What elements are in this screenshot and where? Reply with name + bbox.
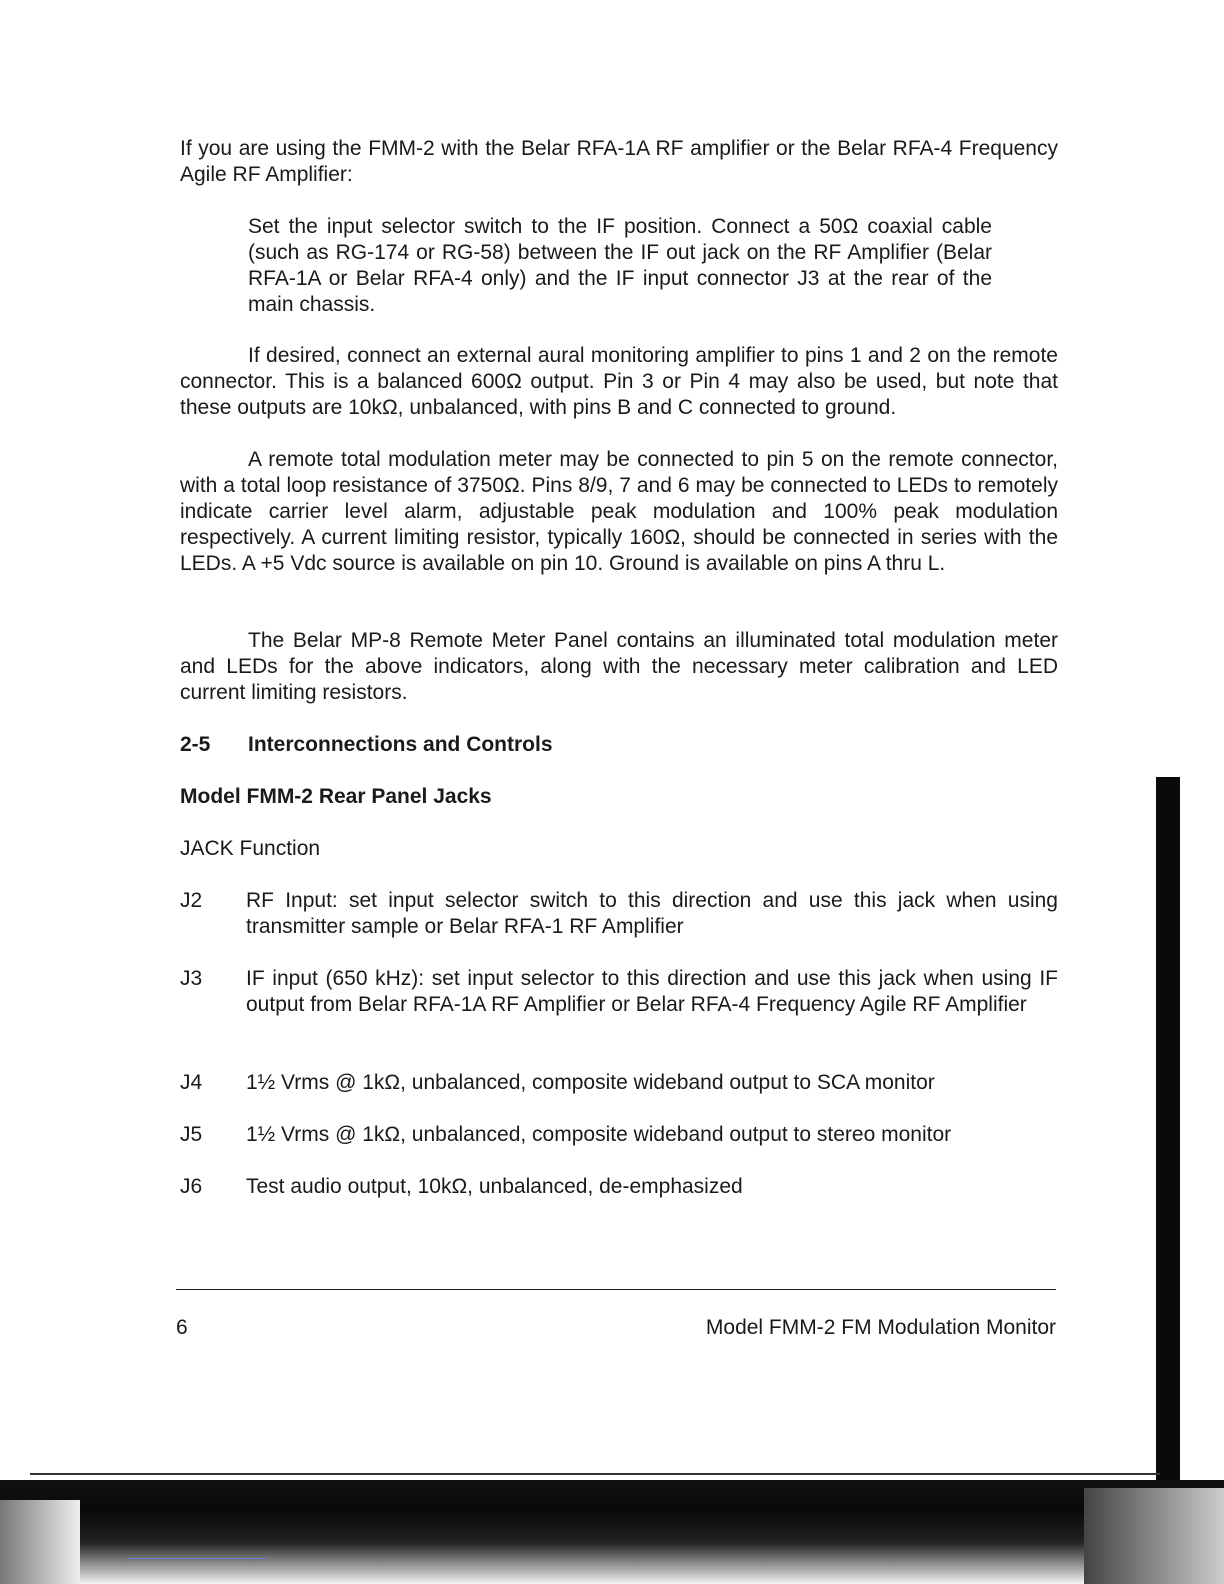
rear-panel-subheading: Model FMM-2 Rear Panel Jacks xyxy=(180,785,492,808)
mp8-paragraph: The Belar MP-8 Remote Meter Panel contains an illuminated total modulation meter and LEDs for the above indicators, along with the necessary meter calibration and LED current limiting resistors. xyxy=(180,629,1058,704)
jack-description: 1½ Vrms @ 1kΩ, unbalanced, composite wideband output to SCA monitor xyxy=(246,1071,935,1094)
aural-monitor-paragraph: If desired, connect an external aural monitoring amplifier to pins 1 and 2 on the remote connector. This is a balanced 600Ω output. Pin 3 or Pin 4 may also be used, but note that these outputs are 10kΩ, unbalanced, with pins B and C connected to ground. xyxy=(180,344,1058,419)
footer-title: Model FMM-2 FM Modulation Monitor xyxy=(705,1316,1056,1339)
scan-edge-shadow xyxy=(1156,777,1180,1517)
footer-rule xyxy=(176,1289,1056,1290)
section-title: Interconnections and Controls xyxy=(248,733,553,756)
jack-id: J6 xyxy=(180,1175,203,1198)
remote-meter-paragraph: A remote total modulation meter may be connected to pin 5 on the remote connector, with a total loop resistance of 3750Ω. Pins 8/9, 7 and 6 may be connected to LEDs to remotely indicate carrier level alarm, adjustable peak modulation and 100% peak modulation respectively. A current limiting resistor, typically 160Ω, should be connected in series with the LEDs. A +5 Vdc source is available on pin 10. Ground is available on pins A thru L. xyxy=(180,448,1058,575)
scan-artifact-line xyxy=(30,1473,1160,1475)
scan-artifact-right xyxy=(1084,1488,1224,1584)
jack-column-header: JACK xyxy=(180,837,234,860)
section-heading xyxy=(180,732,553,758)
jack-description: RF Input: set input selector switch to this direction and use this jack when using transmitter sample or Belar RFA-1 RF Amplifier xyxy=(246,889,1058,938)
jack-id: J2 xyxy=(180,889,203,912)
jack-description: 1½ Vrms @ 1kΩ, unbalanced, composite wideband output to stereo monitor xyxy=(246,1123,952,1146)
intro-paragraph: If you are using the FMM-2 with the Belar RFA-1A RF amplifier or the Belar RFA-4 Frequency Agile RF Amplifier: xyxy=(180,137,1058,186)
function-column-header: Function xyxy=(239,837,321,860)
scan-artifact-left xyxy=(0,1500,80,1584)
jack-description: IF input (650 kHz): set input selector to this direction and use this jack when using IF output from Belar RFA-1A RF Amplifier or Belar RFA-4 Frequency Agile RF Amplifier xyxy=(246,967,1058,1016)
section-number: 2-5 xyxy=(180,733,211,756)
jack-table-header xyxy=(180,836,320,862)
jack-description: Test audio output, 10kΩ, unbalanced, de-emphasized xyxy=(246,1175,743,1198)
jack-id: J5 xyxy=(180,1123,203,1146)
scan-artifact-blue-line xyxy=(128,1558,268,1559)
scan-bottom-shadow xyxy=(0,1480,1224,1584)
page-number: 6 xyxy=(176,1316,188,1339)
if-setup-paragraph: Set the input selector switch to the IF position. Connect a 50Ω coaxial cable (such as RG-174 or RG-58) between the IF out jack on the RF Amplifier (Belar RFA-1A or Belar RFA-4 only) and the IF input connector J3 at the rear of the main chassis. xyxy=(248,215,992,316)
jack-id: J4 xyxy=(180,1071,203,1094)
jack-id: J3 xyxy=(180,967,203,990)
